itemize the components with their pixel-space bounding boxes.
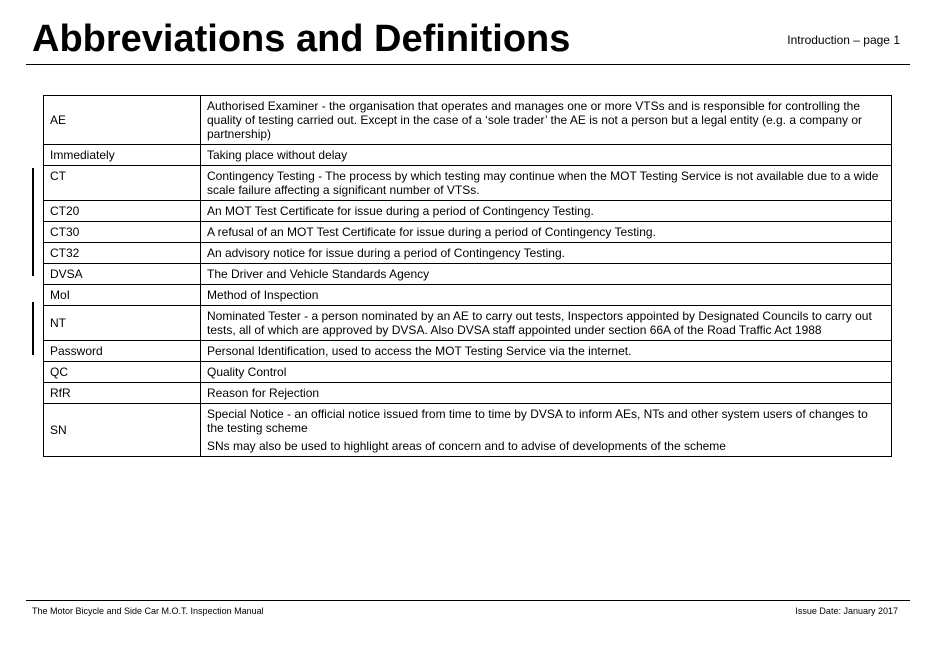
term-cell: Immediately [44,145,201,166]
definition-cell [201,96,892,145]
term-cell: DVSA [44,264,201,285]
definition-cell [201,264,892,285]
definition-text: Taking place without delay [207,148,348,162]
definition-cell [201,285,892,306]
definition-text: Authorised Examiner - the organisation that operates and manages one or more VTSs and is responsible for controlling the quality of testing carried out. Except in the case of a ‘sole trader’ the AE is not a person but a legal entity (e.g. a company or partnership) [207,99,863,141]
footer-manual-title: The Motor Bicycle and Side Car M.O.T. Inspection Manual [32,606,264,616]
definition-cell [201,362,892,383]
definition-text: Quality Control [207,365,287,379]
definitions-table [43,95,892,457]
definition-cell [201,243,892,264]
term-cell: CT [44,166,201,201]
table-row [44,222,892,243]
term-cell: CT32 [44,243,201,264]
definition-cell [201,306,892,341]
footer-divider [26,600,910,601]
table-row [44,166,892,201]
definition-text: Contingency Testing - The process by which testing may continue when the MOT Testing Service is not available due to a wide scale failure affecting a significant number of VTSs. [207,169,879,197]
definition-cell [201,166,892,201]
definition-text: Method of Inspection [207,288,319,302]
term-cell: CT20 [44,201,201,222]
table-row [44,96,892,145]
page-reference: Introduction – page 1 [787,33,900,47]
definition-cell [201,145,892,166]
term-cell: MoI [44,285,201,306]
table-row [44,264,892,285]
definition-text: Personal Identification, used to access the MOT Testing Service via the internet. [207,344,632,358]
definition-cell [201,404,892,457]
header-divider [26,64,910,65]
definition-text: Special Notice - an official notice issued from time to time by DVSA to inform AEs, NTs and other system users of changes to the testing scheme [207,407,868,435]
term-cell: CT30 [44,222,201,243]
table-row [44,201,892,222]
table-row [44,243,892,264]
term-cell: Password [44,341,201,362]
definition-text: A refusal of an MOT Test Certificate for issue during a period of Contingency Testing. [207,225,656,239]
definition-cell [201,383,892,404]
definition-text: Reason for Rejection [207,386,320,400]
revision-change-bar [32,168,34,276]
revision-change-bar [32,302,34,355]
definition-cell [201,341,892,362]
footer-issue-date: Issue Date: January 2017 [795,606,898,616]
term-cell: AE [44,96,201,145]
definition-text: An advisory notice for issue during a period of Contingency Testing. [207,246,565,260]
table-row [44,341,892,362]
page-title: Abbreviations and Definitions [32,18,571,60]
definition-text: Nominated Tester - a person nominated by an AE to carry out tests, Inspectors appointed by Designated Councils to carry out tests, all of which are approved by DVSA. Also DVSA staff appointed under section 66A of the Road Traffic Act 1988 [207,309,872,337]
definition-text: The Driver and Vehicle Standards Agency [207,267,430,281]
term-cell: SN [44,404,201,457]
term-cell: RfR [44,383,201,404]
table-row [44,383,892,404]
definition-cell [201,222,892,243]
term-cell: NT [44,306,201,341]
table-row [44,306,892,341]
term-cell: QC [44,362,201,383]
table-row [44,145,892,166]
table-row [44,404,892,457]
definition-cell [201,201,892,222]
table-row [44,362,892,383]
definition-text: An MOT Test Certificate for issue during a period of Contingency Testing. [207,204,594,218]
definition-text: SNs may also be used to highlight areas of concern and to advise of developments of the scheme [207,439,726,453]
table-row [44,285,892,306]
